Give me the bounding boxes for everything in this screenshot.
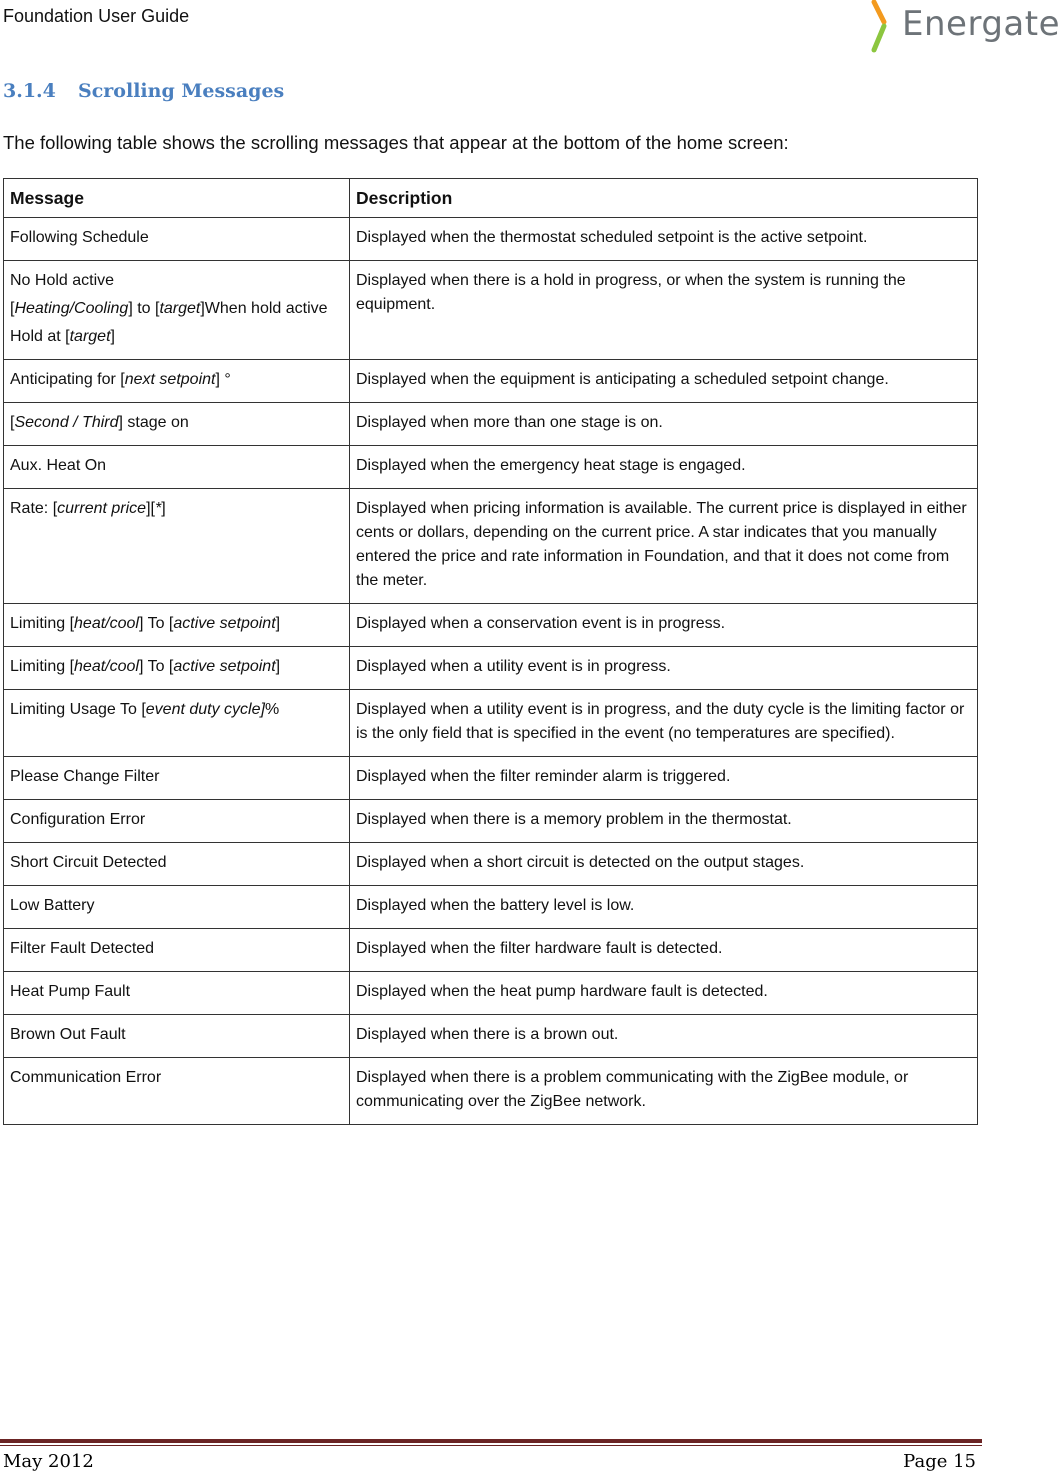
table-row: [4, 690, 978, 757]
table-row: [4, 1015, 978, 1058]
message-text: ]When hold active: [200, 300, 328, 317]
table-row: [4, 886, 978, 929]
message-cell: [4, 489, 350, 604]
table-row: [4, 647, 978, 690]
message-text: Configuration Error: [10, 811, 146, 828]
table-row: [4, 757, 978, 800]
message-placeholder: active setpoint: [173, 615, 276, 632]
message-cell: [4, 1058, 350, 1125]
message-text: No Hold active: [10, 272, 115, 289]
message-placeholder: *: [154, 500, 162, 517]
message-line: [10, 980, 343, 1004]
message-text: ] stage on: [118, 414, 189, 431]
message-text: Following Schedule: [10, 229, 149, 246]
document-title: Foundation User Guide: [3, 6, 190, 26]
message-text: ] °: [215, 371, 231, 388]
message-text: Communication Error: [10, 1069, 162, 1086]
message-line: [10, 368, 343, 392]
table-row: [4, 929, 978, 972]
table-row: [4, 360, 978, 403]
message-line: [10, 454, 343, 478]
message-cell: [4, 218, 350, 261]
description-cell: Displayed when a short circuit is detected on the output stages.: [350, 843, 978, 886]
footer-rule: [0, 1439, 982, 1443]
message-placeholder: active setpoint: [173, 658, 276, 675]
section-number: 3.1.4: [3, 80, 56, 102]
message-line: [10, 325, 343, 349]
description-cell: Displayed when the equipment is anticipating a scheduled setpoint change.: [350, 360, 978, 403]
table-row: [4, 218, 978, 261]
column-header-message: Message: [4, 179, 350, 218]
message-line: [10, 655, 343, 679]
message-line: [10, 612, 343, 636]
message-line: [10, 765, 343, 789]
message-text: Hold at [: [10, 328, 70, 345]
description-cell: Displayed when the thermostat scheduled setpoint is the active setpoint.: [350, 218, 978, 261]
table-row: [4, 489, 978, 604]
message-text: Limiting Usage To [: [10, 701, 146, 718]
message-cell: [4, 886, 350, 929]
message-cell: [4, 604, 350, 647]
table-row: [4, 403, 978, 446]
message-cell: [4, 446, 350, 489]
message-text: Heat Pump Fault: [10, 983, 131, 1000]
description-cell: Displayed when there is a brown out.: [350, 1015, 978, 1058]
table-row: [4, 843, 978, 886]
message-text: %: [264, 701, 280, 718]
message-cell: [4, 360, 350, 403]
description-cell: Displayed when the battery level is low.: [350, 886, 978, 929]
message-cell: [4, 261, 350, 360]
message-placeholder: Second / Third: [14, 414, 119, 431]
column-header-description: Description: [350, 179, 978, 218]
message-line: [10, 497, 343, 521]
message-text: Limiting [: [10, 658, 75, 675]
message-text: Low Battery: [10, 897, 95, 914]
message-cell: [4, 1015, 350, 1058]
message-text: Filter Fault Detected: [10, 940, 155, 957]
scrolling-messages-table: [3, 178, 978, 1125]
message-text: ] To [: [138, 615, 174, 632]
message-cell: [4, 929, 350, 972]
message-line: [10, 698, 343, 722]
table-row: [4, 446, 978, 489]
message-placeholder: target: [69, 328, 111, 345]
description-cell: Displayed when the heat pump hardware fault is detected.: [350, 972, 978, 1015]
section-title: Scrolling Messages: [78, 80, 285, 102]
description-cell: Displayed when there is a memory problem in the thermostat.: [350, 800, 978, 843]
message-placeholder: target: [159, 300, 201, 317]
message-text: Please Change Filter: [10, 768, 160, 785]
message-text: Limiting [: [10, 615, 75, 632]
message-text: ] to [: [128, 300, 160, 317]
section-heading: [3, 80, 284, 102]
message-text: [: [10, 300, 15, 317]
message-line: [10, 1066, 343, 1090]
message-text: Aux. Heat On: [10, 457, 107, 474]
footer-date: May 2012: [3, 1451, 94, 1472]
message-placeholder: event duty cycle]: [145, 701, 265, 718]
message-text: ][: [146, 500, 155, 517]
message-line: [10, 894, 343, 918]
table-row: [4, 972, 978, 1015]
message-cell: [4, 647, 350, 690]
chevron-logo-icon: [866, 0, 900, 56]
description-cell: Displayed when pricing information is available. The current price is displayed in either cents or dollars, depending on the current price. A star indicates that you manually entered the price and rate information in Foundation, and that it does not come from the meter.: [350, 489, 978, 604]
message-placeholder: next setpoint: [124, 371, 216, 388]
message-cell: [4, 843, 350, 886]
message-placeholder: current price: [57, 500, 147, 517]
footer-rule-thin: [0, 1445, 982, 1446]
energate-logo: [866, 0, 1060, 56]
description-cell: Displayed when there is a hold in progress, or when the system is running the equipment.: [350, 261, 978, 360]
message-line: [10, 269, 343, 293]
description-cell: Displayed when a conservation event is in progress.: [350, 604, 978, 647]
description-cell: Displayed when the emergency heat stage is engaged.: [350, 446, 978, 489]
message-placeholder: heat/cool: [74, 615, 139, 632]
table-header-row: [4, 179, 978, 218]
message-text: ]: [110, 328, 115, 345]
description-cell: Displayed when the filter reminder alarm is triggered.: [350, 757, 978, 800]
message-placeholder: Heating/Cooling: [14, 300, 129, 317]
message-cell: [4, 800, 350, 843]
message-text: ]: [275, 615, 281, 632]
description-cell: Displayed when there is a problem communicating with the ZigBee module, or communicating over the ZigBee network.: [350, 1058, 978, 1125]
message-text: ]: [161, 500, 166, 517]
message-text: Rate: [: [10, 500, 58, 517]
message-line: [10, 1023, 343, 1047]
message-line: [10, 411, 343, 435]
description-cell: Displayed when more than one stage is on.: [350, 403, 978, 446]
logo-wordmark: Energate: [902, 4, 1060, 44]
message-text: [: [10, 414, 15, 431]
intro-paragraph: The following table shows the scrolling messages that appear at the bottom of the home screen:: [3, 132, 789, 153]
message-text: ]: [275, 658, 281, 675]
table-row: [4, 1058, 978, 1125]
page-number: Page 15: [903, 1451, 976, 1472]
message-text: Brown Out Fault: [10, 1026, 126, 1043]
message-cell: [4, 403, 350, 446]
message-text: Short Circuit Detected: [10, 854, 167, 871]
description-cell: Displayed when a utility event is in progress, and the duty cycle is the limiting factor or is the only field that is specified in the event (no temperatures are specified).: [350, 690, 978, 757]
message-text: Anticipating for [: [10, 371, 125, 388]
message-cell: [4, 690, 350, 757]
table-row: [4, 261, 978, 360]
message-line: [10, 808, 343, 832]
message-text: ] To [: [138, 658, 174, 675]
message-line: [10, 226, 343, 250]
table-body: [4, 218, 978, 1125]
description-cell: Displayed when the filter hardware fault is detected.: [350, 929, 978, 972]
table-row: [4, 800, 978, 843]
message-line: [10, 297, 343, 321]
message-line: [10, 937, 343, 961]
message-line: [10, 851, 343, 875]
message-cell: [4, 757, 350, 800]
message-placeholder: heat/cool: [74, 658, 139, 675]
table-row: [4, 604, 978, 647]
description-cell: Displayed when a utility event is in progress.: [350, 647, 978, 690]
message-cell: [4, 972, 350, 1015]
